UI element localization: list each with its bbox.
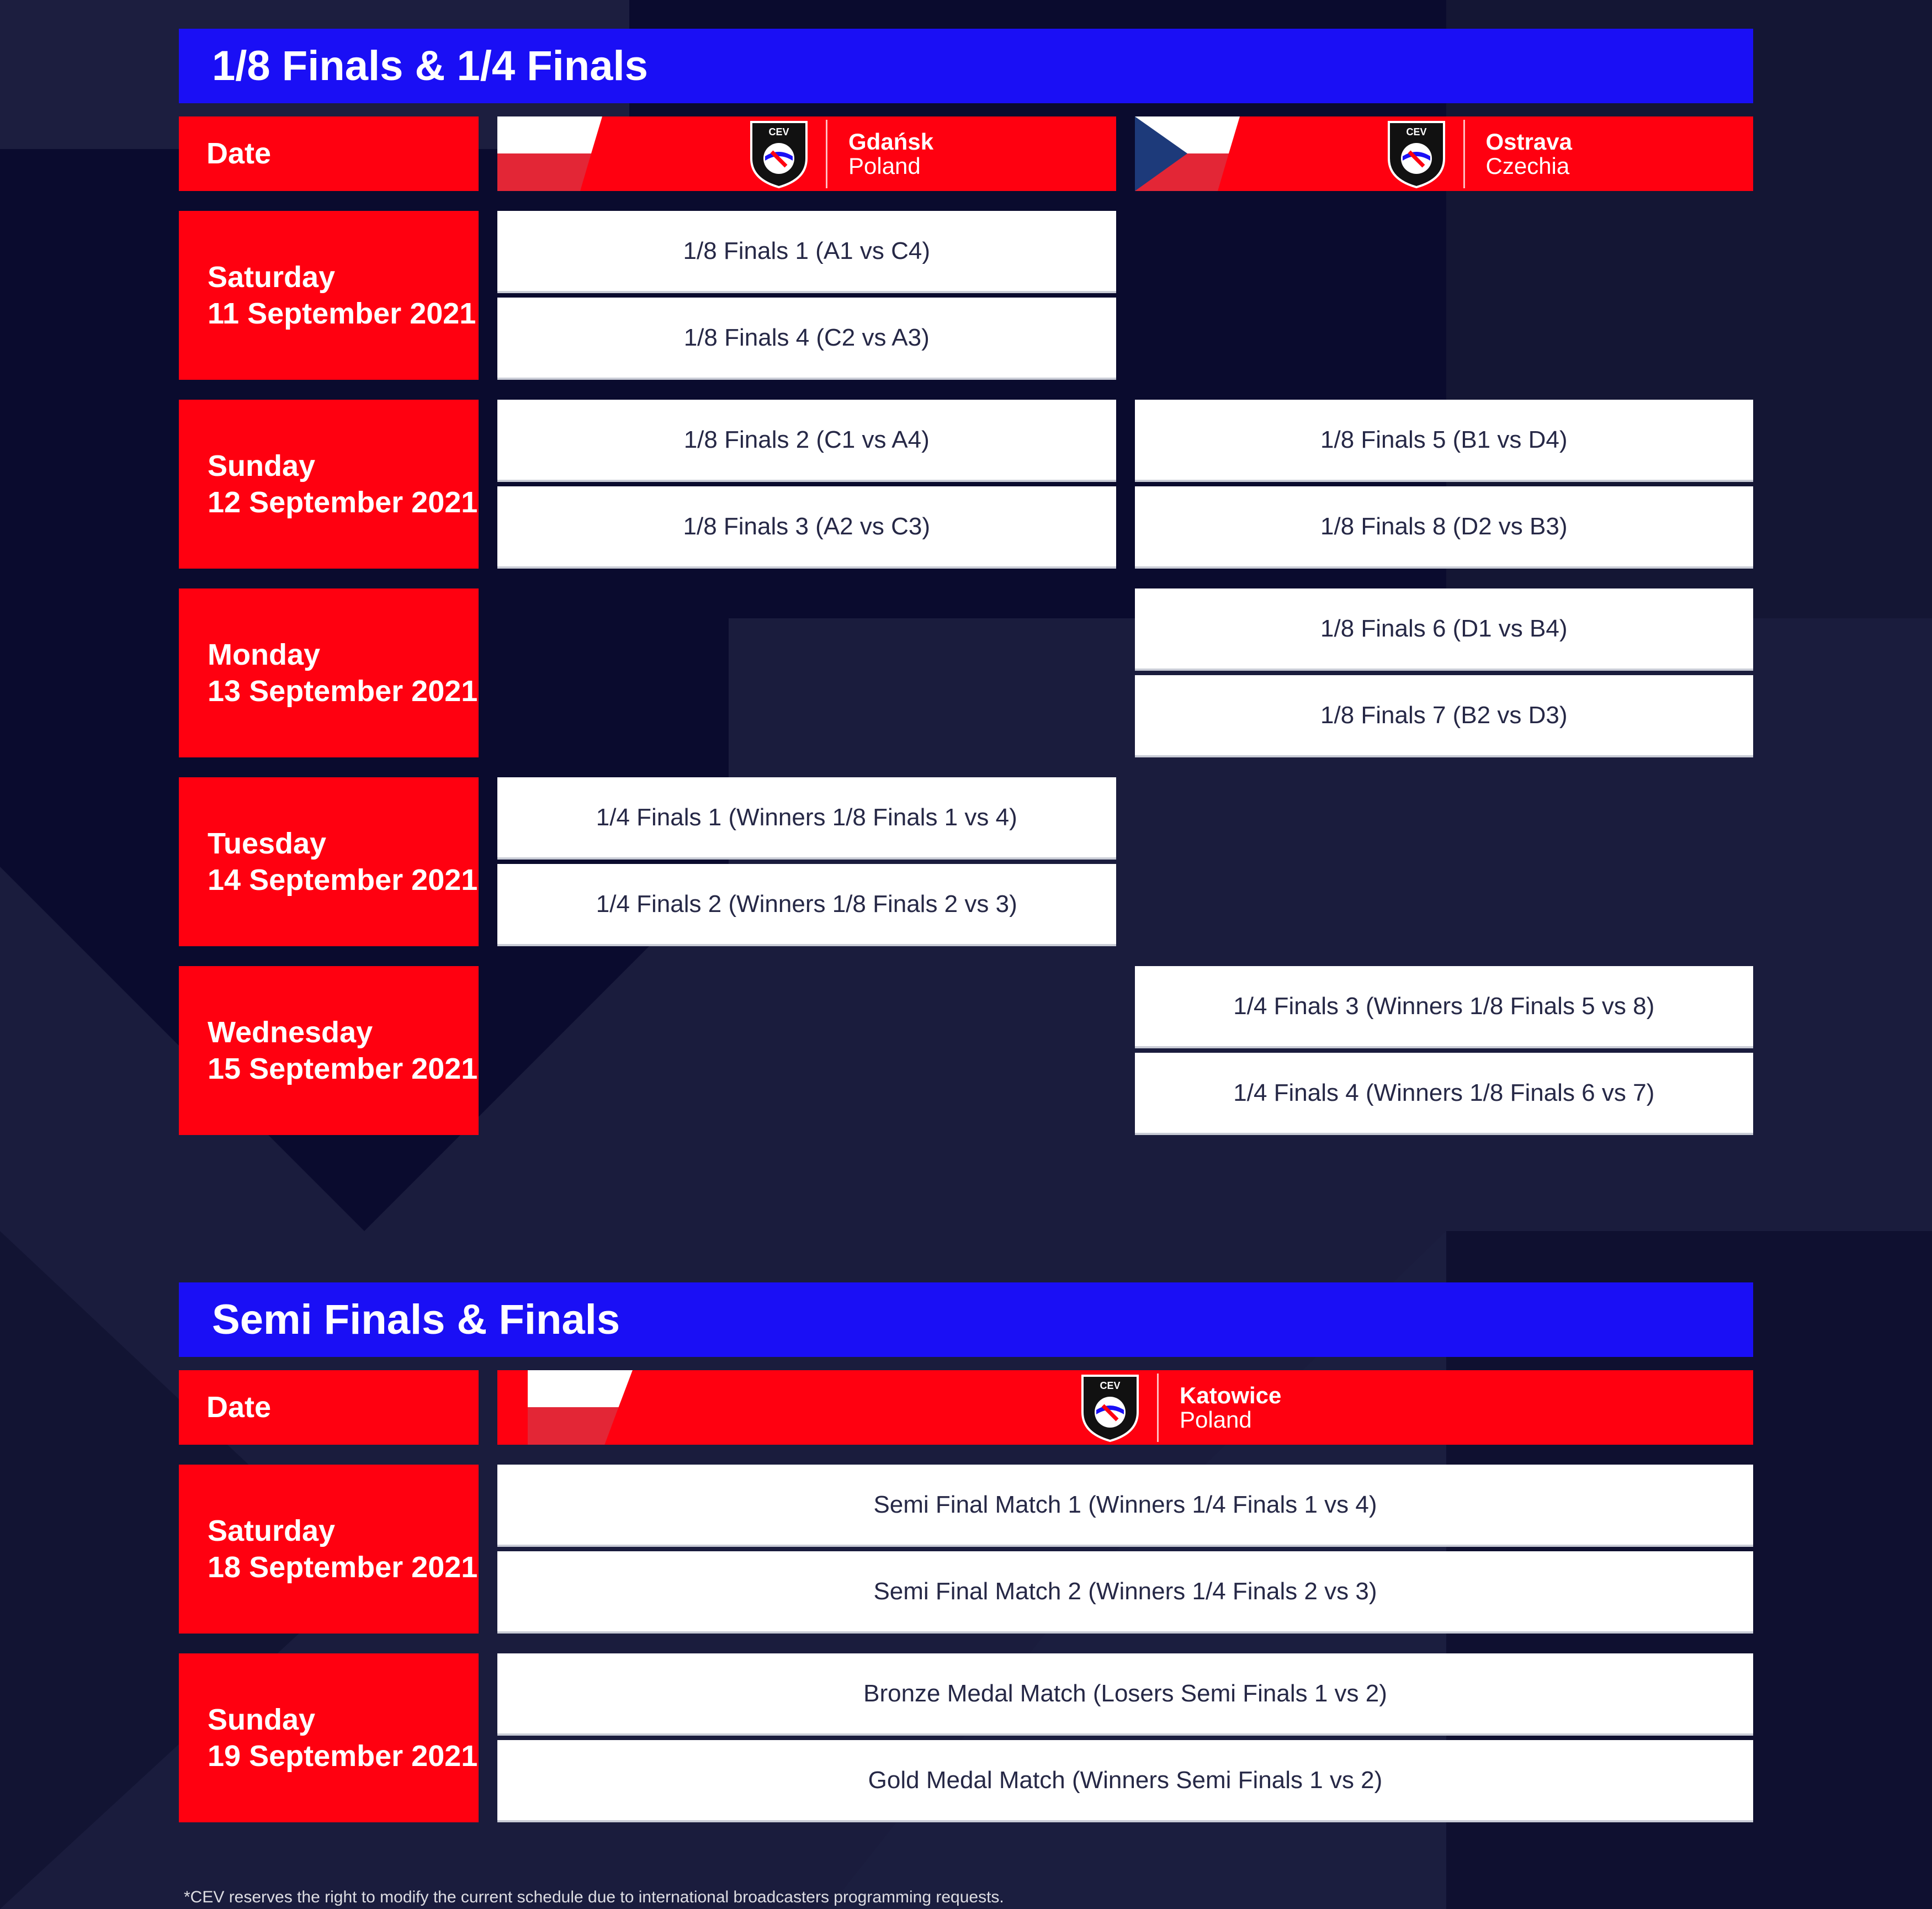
cev-shield-logo-icon [749, 120, 809, 188]
gdansk-matches [497, 966, 1116, 1135]
match-card: 1/4 Finals 2 (Winners 1/8 Finals 2 vs 3) [497, 864, 1116, 946]
date-cell [179, 1465, 479, 1634]
date-column-header: Date [179, 1370, 479, 1445]
venue-divider [1157, 1374, 1159, 1442]
ostrava-matches [1135, 400, 1754, 569]
match-card: 1/8 Finals 3 (A2 vs C3) [497, 486, 1116, 569]
schedule-row [179, 966, 1753, 1135]
gdansk-matches [497, 588, 1116, 757]
date-cell [179, 400, 479, 569]
date: 19 September 2021 [208, 1740, 478, 1773]
date: 12 September 2021 [208, 486, 478, 519]
katowice-matches [497, 1465, 1753, 1634]
venue-divider [826, 120, 827, 188]
date-cell [179, 777, 479, 946]
czechia-flag-icon [1135, 116, 1240, 191]
weekday: Tuesday [208, 827, 327, 860]
date: 18 September 2021 [208, 1551, 478, 1584]
gdansk-matches [497, 777, 1116, 946]
weekday: Monday [208, 638, 321, 671]
match-card: 1/8 Finals 6 (D1 vs B4) [1135, 588, 1754, 671]
section-title: 1/8 Finals & 1/4 Finals [179, 29, 1753, 103]
svg-text:CEV: CEV [768, 126, 789, 137]
quarter-finals-section [179, 29, 1753, 1155]
poland-flag-icon [497, 116, 602, 191]
finals-section [179, 1282, 1753, 1842]
weekday: Wednesday [208, 1016, 373, 1049]
weekday: Sunday [208, 449, 316, 482]
match-card: 1/8 Finals 2 (C1 vs A4) [497, 400, 1116, 482]
venue-country: Poland [1180, 1406, 1252, 1433]
svg-text:CEV: CEV [1100, 1380, 1121, 1391]
table-header-row [179, 1370, 1753, 1445]
venue-country: Czechia [1485, 152, 1570, 179]
date-column-header: Date [179, 116, 479, 191]
cev-shield-logo-icon [1386, 120, 1447, 188]
weekday: Sunday [208, 1703, 316, 1736]
katowice-matches [497, 1653, 1753, 1822]
ostrava-matches [1135, 211, 1754, 380]
schedule-row [179, 588, 1753, 757]
match-card: Gold Medal Match (Winners Semi Finals 1 vs 2) [497, 1740, 1753, 1822]
date: 15 September 2021 [208, 1052, 478, 1085]
ostrava-matches [1135, 777, 1754, 946]
venue-header-katowice [497, 1370, 1753, 1445]
venue-header-ostrava [1135, 116, 1754, 191]
date-cell [179, 588, 479, 757]
match-card: 1/8 Finals 4 (C2 vs A3) [497, 298, 1116, 380]
date: 14 September 2021 [208, 863, 478, 897]
match-card: 1/8 Finals 1 (A1 vs C4) [497, 211, 1116, 293]
schedule-row [179, 777, 1753, 946]
date: 11 September 2021 [208, 297, 476, 330]
svg-text:CEV: CEV [1405, 126, 1427, 137]
match-card: Semi Final Match 1 (Winners 1/4 Finals 1 vs 4) [497, 1465, 1753, 1547]
date-cell [179, 211, 479, 380]
poland-flag-icon [497, 1370, 663, 1445]
venue-city: Ostrava [1485, 128, 1572, 155]
venue-divider [1463, 120, 1465, 188]
schedule-row [179, 400, 1753, 569]
match-card: 1/8 Finals 8 (D2 vs B3) [1135, 486, 1754, 569]
venue-city: Katowice [1180, 1382, 1282, 1408]
venue-header-gdansk [497, 116, 1116, 191]
match-card: 1/4 Finals 4 (Winners 1/8 Finals 6 vs 7) [1135, 1053, 1754, 1135]
date: 13 September 2021 [208, 675, 478, 708]
ostrava-matches [1135, 966, 1754, 1135]
schedule-row [179, 1465, 1753, 1634]
weekday: Saturday [208, 1514, 336, 1547]
venue-city: Gdańsk [848, 128, 934, 155]
date-cell [179, 966, 479, 1135]
gdansk-matches [497, 400, 1116, 569]
date-cell [179, 1653, 479, 1822]
match-card: Bronze Medal Match (Losers Semi Finals 1 vs 2) [497, 1653, 1753, 1736]
schedule-row [179, 1653, 1753, 1822]
gdansk-matches [497, 211, 1116, 380]
weekday: Saturday [208, 261, 336, 294]
venue-country: Poland [848, 152, 921, 179]
ostrava-matches [1135, 588, 1754, 757]
cev-shield-logo-icon [1080, 1374, 1140, 1442]
match-card: 1/8 Finals 7 (B2 vs D3) [1135, 675, 1754, 757]
match-card: 1/4 Finals 3 (Winners 1/8 Finals 5 vs 8) [1135, 966, 1754, 1048]
schedule-row [179, 211, 1753, 380]
section-title: Semi Finals & Finals [179, 1282, 1753, 1357]
match-card: 1/4 Finals 1 (Winners 1/8 Finals 1 vs 4) [497, 777, 1116, 860]
footnote: *CEV reserves the right to modify the current schedule due to international broadcasters programming requests. [184, 1888, 1004, 1906]
match-card: Semi Final Match 2 (Winners 1/4 Finals 2 vs 3) [497, 1551, 1753, 1634]
table-header-row [179, 116, 1753, 191]
match-card: 1/8 Finals 5 (B1 vs D4) [1135, 400, 1754, 482]
